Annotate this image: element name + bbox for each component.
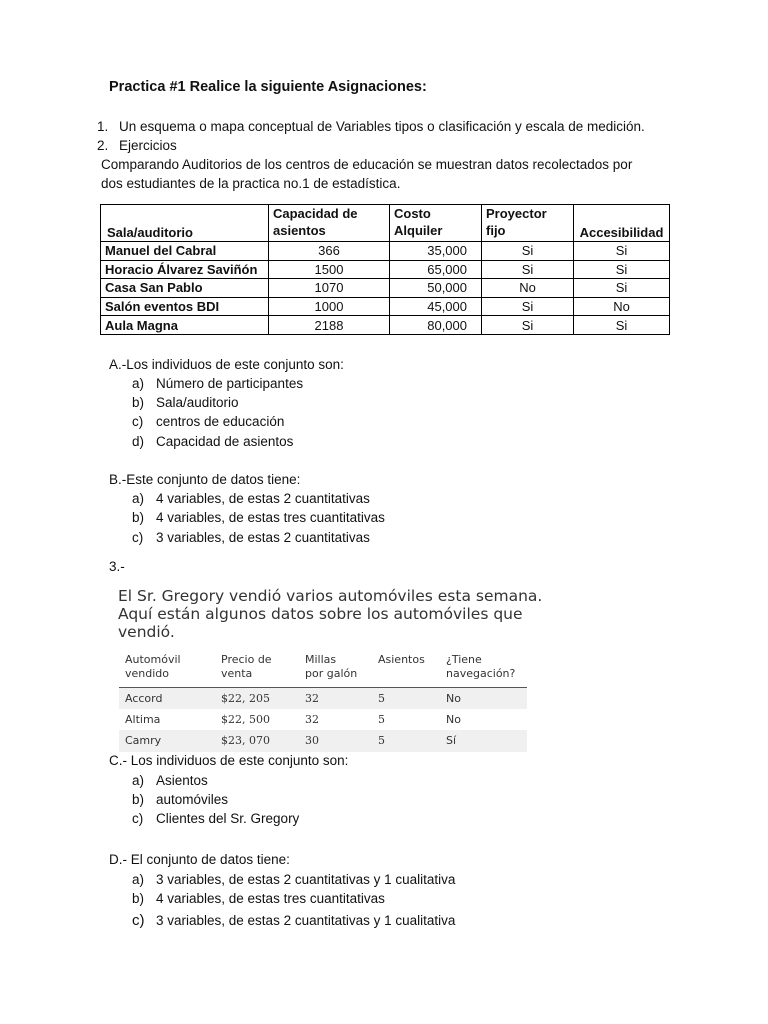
table-row <box>101 297 670 316</box>
table-row <box>101 242 670 261</box>
cell-nav: Sí <box>440 730 527 752</box>
cars-header-price: Precio de venta <box>215 651 299 687</box>
cell-name: Salón eventos BDI <box>101 297 269 316</box>
option-b-b: b) 4 variables, de estas tres cuantitativas <box>132 510 385 525</box>
item-3-label: 3.- <box>109 559 125 574</box>
cell-projector: Si <box>482 316 574 335</box>
cell-accessibility: Si <box>574 279 670 298</box>
option-d-a: a) 3 variables, de estas 2 cuantitativas y 1 cualitativa <box>132 872 456 887</box>
cell-price: $22, 500 <box>221 712 270 726</box>
cell-seats: 5 <box>372 687 440 709</box>
option-c-b: b) automóviles <box>132 792 229 807</box>
intro-line: dos estudiantes de la practica no.1 de estadística. <box>101 176 401 191</box>
cars-row <box>119 730 527 752</box>
header-costo: Costo Alquiler <box>390 205 482 242</box>
cell-cost: 45,000 <box>390 297 482 316</box>
question-c: C.- Los individuos de este conjunto son: <box>109 753 349 768</box>
list-item <box>97 138 177 153</box>
table-row <box>101 260 670 279</box>
cell-name: Aula Magna <box>101 316 269 335</box>
table-row <box>101 316 670 335</box>
auditorium-table <box>100 204 670 335</box>
option-a-c: c) centros de educación <box>132 414 285 429</box>
cell-nav: No <box>446 712 461 726</box>
option-b-c: c) 3 variables, de estas 2 cuantitativas <box>132 530 370 545</box>
cars-header-row <box>119 651 527 687</box>
question-a: A.-Los individuos de este conjunto son: <box>109 357 344 372</box>
option-c-a: a) Asientos <box>132 773 208 788</box>
table-header-row <box>101 205 670 242</box>
list-number: 2. <box>97 138 109 153</box>
cell-name: Horacio Álvarez Saviñón <box>101 260 269 279</box>
list-item <box>97 119 645 134</box>
cars-header-seats: Asientos <box>372 651 440 687</box>
cell-accessibility: No <box>574 297 670 316</box>
question-d: D.- El conjunto de datos tiene: <box>109 852 290 867</box>
cars-header-car: Automóvil vendido <box>119 651 215 687</box>
cars-table <box>119 651 527 752</box>
option-c-c: c) Clientes del Sr. Gregory <box>132 811 300 826</box>
option-d-c: c) 3 variables, de estas 2 cuantitativas y 1 cualitativa <box>132 912 456 929</box>
cell-price: $22, 205 <box>215 687 299 709</box>
option-a-b: b) Sala/auditorio <box>132 395 239 410</box>
page-title: Practica #1 Realice la siguiente Asignaciones: <box>109 79 427 95</box>
list-text: Ejercicios <box>119 138 177 153</box>
cell-cost: 80,000 <box>390 316 482 335</box>
cell-projector: Si <box>482 242 574 261</box>
cars-intro-line: Aquí están algunos datos sobre los automóviles que <box>118 605 523 623</box>
header-accesibilidad: Accesibilidad <box>574 205 670 242</box>
cell-mpg: 30 <box>299 730 372 752</box>
list-text: Un esquema o mapa conceptual de Variables tipos o clasificación y escala de medición. <box>119 119 645 134</box>
cell-seats: 5 <box>378 712 385 726</box>
cell-capacity: 366 <box>269 242 390 261</box>
table-row <box>101 279 670 298</box>
cars-row <box>119 709 527 731</box>
cell-nav: No <box>440 687 527 709</box>
cell-seats: 5 <box>372 730 440 752</box>
option-a-d: d) Capacidad de asientos <box>132 434 294 449</box>
cars-header-nav: ¿Tiene navegación? <box>440 651 527 687</box>
option-d-b: b) 4 variables, de estas tres cuantitativas <box>132 891 385 906</box>
cell-capacity: 1070 <box>269 279 390 298</box>
option-a-a: a) Número de participantes <box>132 376 304 391</box>
cell-capacity: 1000 <box>269 297 390 316</box>
cars-header-mpg: Millas por galón <box>299 651 372 687</box>
cell-capacity: 2188 <box>269 316 390 335</box>
cell-cost: 65,000 <box>390 260 482 279</box>
cell-name: Manuel del Cabral <box>101 242 269 261</box>
cell-capacity: 1500 <box>269 260 390 279</box>
cell-cost: 35,000 <box>390 242 482 261</box>
cell-mpg: 32 <box>305 712 319 726</box>
cell-projector: Si <box>482 297 574 316</box>
cell-mpg: 32 <box>299 687 372 709</box>
option-b-a: a) 4 variables, de estas 2 cuantitativas <box>132 491 370 506</box>
cell-name: Casa San Pablo <box>101 279 269 298</box>
cell-price: $23, 070 <box>215 730 299 752</box>
cell-projector: Si <box>482 260 574 279</box>
cars-intro-line: vendió. <box>118 623 175 641</box>
cars-intro <box>118 587 542 641</box>
cars-row <box>119 687 527 709</box>
list-number: 1. <box>97 119 109 134</box>
question-b: B.-Este conjunto de datos tiene: <box>109 472 301 487</box>
cell-projector: No <box>482 279 574 298</box>
cell-car: Altima <box>125 712 161 726</box>
cell-accessibility: Si <box>574 316 670 335</box>
cell-accessibility: Si <box>574 260 670 279</box>
cars-intro-line: El Sr. Gregory vendió varios automóviles esta semana. <box>118 587 543 605</box>
header-proyector: Proyector fijo <box>482 205 574 242</box>
header-capacidad: Capacidad de asientos <box>269 205 390 242</box>
cell-accessibility: Si <box>574 242 670 261</box>
cell-cost: 50,000 <box>390 279 482 298</box>
header-sala: Sala/auditorio <box>101 205 269 242</box>
intro-line: Comparando Auditorios de los centros de educación se muestran datos recolectados por <box>101 157 633 172</box>
cell-car: Accord <box>119 687 215 709</box>
cell-car: Camry <box>119 730 215 752</box>
